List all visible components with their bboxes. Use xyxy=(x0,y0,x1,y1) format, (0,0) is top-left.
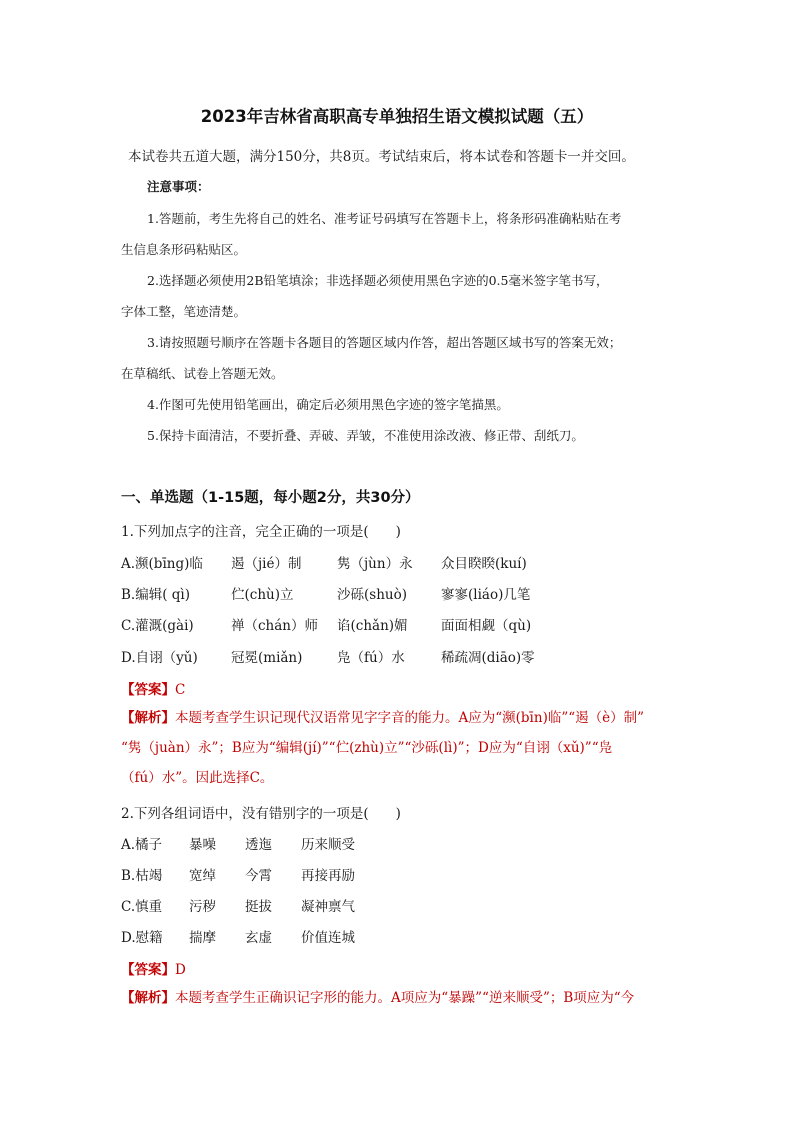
section-heading: 一、单选题（1-15题，每小题2分，共30分） xyxy=(121,490,420,506)
notice-line: 在草稿纸、试卷上答题无效。 xyxy=(121,366,284,381)
option-item: 今霄 xyxy=(245,868,272,884)
question-2-stem: 2.下列各组词语中，没有错别字的一项是( ) xyxy=(121,806,401,822)
option-item: 历来顺受 xyxy=(301,837,355,853)
option-item: 挺拔 xyxy=(245,899,272,915)
option-item: 隽（jùn）永 xyxy=(337,556,413,572)
answer-value: D xyxy=(175,962,186,978)
question-1-answer xyxy=(121,678,185,698)
question-2-analysis xyxy=(121,983,701,1013)
option-item: 揣摩 xyxy=(189,930,216,946)
option-item: 再接再励 xyxy=(301,868,355,884)
notice-line: 生信息条形码粘贴区。 xyxy=(121,242,247,257)
option-item: 伫(chù)立 xyxy=(231,587,294,603)
notice-item-3 xyxy=(121,327,681,389)
analysis-label: 【解析】 xyxy=(121,710,175,726)
analysis-line: （fú）水”。因此选择C。 xyxy=(121,770,274,786)
answer-label: 【答案】 xyxy=(121,962,175,978)
exam-intro: 本试卷共五道大题，满分150分，共8页。考试结束后，将本试卷和答题卡一并交回。 xyxy=(128,149,635,165)
option-item: 谄(chǎn)媚 xyxy=(337,618,408,634)
notice-line: 4.作图可先使用铅笔画出，确定后必须用黑色字迹的签字笔描黑。 xyxy=(147,397,509,412)
analysis-label: 【解析】 xyxy=(121,990,175,1006)
option-item: 透迤 xyxy=(245,837,272,853)
question-2-answer xyxy=(121,958,186,978)
option-item: 面面相觑（qù) xyxy=(441,618,532,634)
answer-label: 【答案】 xyxy=(121,682,175,698)
option-item: 凝神禀气 xyxy=(301,899,355,915)
option-item: C.慎重 xyxy=(121,899,163,915)
notice-item-4 xyxy=(121,389,681,420)
option-item: 禅（chán）师 xyxy=(231,618,318,634)
option-item: 宽绰 xyxy=(189,868,216,884)
option-item: C.灌溉(gài) xyxy=(121,618,194,634)
question-1-analysis xyxy=(121,703,701,793)
notice-line: 1.答题前，考生先将自己的姓名、准考证号码填写在答题卡上，将条形码准确粘贴在考 xyxy=(147,211,622,226)
option-item: 沙砾(shuò) xyxy=(337,587,407,603)
answer-value: C xyxy=(175,682,186,698)
notice-item-2 xyxy=(121,265,681,327)
exam-title: 2023年吉林省高职高专单独招生语文模拟试题（五） xyxy=(200,107,594,126)
notice-heading: 注意事项： xyxy=(147,179,210,194)
option-item: 众目睽睽(kuí) xyxy=(441,556,527,572)
option-item: A.濒(bīng)临 xyxy=(121,556,203,572)
question-1-stem: 1.下列加点字的注音，完全正确的一项是( ) xyxy=(121,524,401,540)
notice-line: 5.保持卡面清洁，不要折叠、弄破、弄皱，不准使用涂改液、修正带、刮纸刀。 xyxy=(147,428,584,443)
analysis-line: 本题考查学生识记现代汉语常见字字音的能力。A应为“濒(bīn)临”“遏（è）制” xyxy=(175,710,645,726)
option-item: 寥寥(liáo)几笔 xyxy=(441,587,531,603)
option-item: 稀疏凋(diāo)零 xyxy=(441,650,535,666)
notice-item-1 xyxy=(121,203,681,265)
option-item: B.枯竭 xyxy=(121,868,163,884)
option-item: 价值连城 xyxy=(301,930,355,946)
option-item: 污秽 xyxy=(189,899,216,915)
option-item: 冠冕(miǎn) xyxy=(231,650,303,666)
option-item: B.编辑( qì) xyxy=(121,587,190,603)
analysis-line: 本题考查学生正确识记字形的能力。A项应为“暴躁”“逆来顺受”；B项应为“今 xyxy=(175,990,635,1006)
option-item: 暴噪 xyxy=(189,837,216,853)
notice-line: 3.请按照题号顺序在答题卡各题目的答题区域内作答，超出答题区域书写的答案无效； xyxy=(147,335,622,350)
option-item: 玄虚 xyxy=(245,930,272,946)
analysis-line: “隽（juàn）永”；B应为“编辑(jí)”“伫(zhù)立”“沙砾(lì)”；D应为“自诩（xǔ)”“凫 xyxy=(121,740,613,756)
notice-line: 2.选择题必须使用2B铅笔填涂；非选择题必须使用黑色字迹的0.5毫米签字笔书写， xyxy=(147,273,609,288)
notice-line: 字体工整，笔迹清楚。 xyxy=(121,304,247,319)
option-item: D.慰籍 xyxy=(121,930,163,946)
option-item: 凫（fú）水 xyxy=(337,650,405,666)
notice-item-5 xyxy=(121,420,681,451)
option-item: A.橘子 xyxy=(121,837,163,853)
option-item: 遏（jié）制 xyxy=(231,556,302,572)
option-item: D.自诩（yǔ) xyxy=(121,650,198,666)
